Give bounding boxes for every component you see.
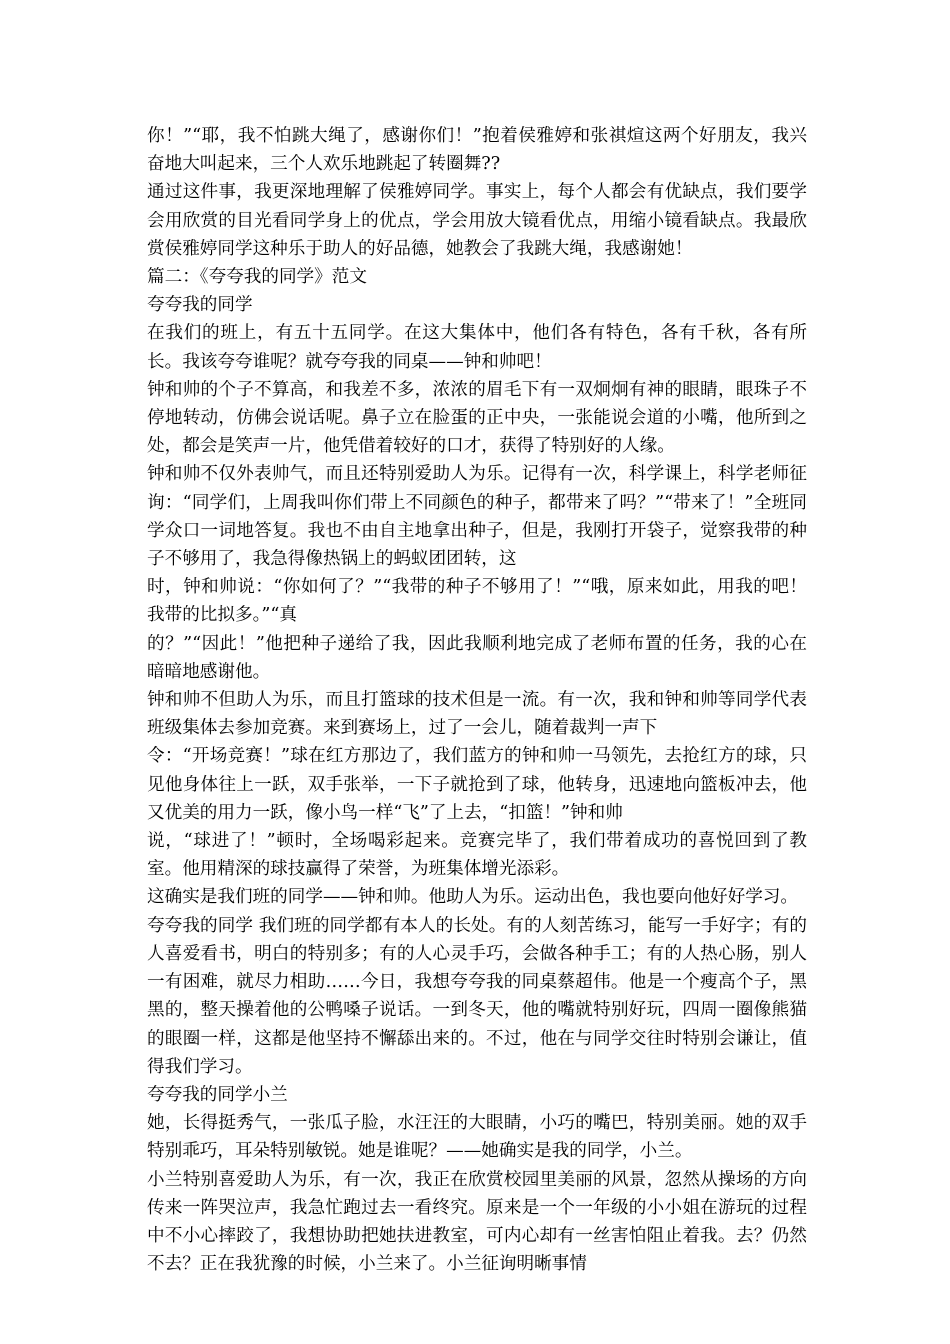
- paragraph: 令：“开场竞赛！”球在红方那边了，我们蓝方的钟和帅一马领先，去抢红方的球，只见他身体往上一跃，双手张举，一下子就抢到了球，他转身，迅速地向篮板冲去，他又优美的用力一跃，像小鸟一样“飞”了上去，“扣篮！”钟和帅: [147, 746, 807, 823]
- paragraph: 夸夸我的同学 我们班的同学都有本人的长处。有的人刻苦练习，能写一手好字；有的人喜爱看书，明白的特别多；有的人心灵手巧，会做各种手工；有的人热心肠，别人一有困难，就尽力相助……今日，我想夸夸我的同桌蔡超伟。他是一个瘦高个子，黑黑的，整天操着他的公鸭嗓子说话。一到冬天，他的嘴就特别好玩，四周一圈像熊猫的眼圈一样，这都是他坚持不懈舔出来的。不过，他在与同学交往时特别会谦让，值得我们学习。: [147, 915, 807, 1077]
- paragraph: 说，“球进了！”顿时，全场喝彩起来。竞赛完毕了，我们带着成功的喜悦回到了教室。他用精深的球技赢得了荣誉，为班集体增光添彩。: [147, 831, 807, 880]
- paragraph: 你！”“耶，我不怕跳大绳了，感谢你们！”抱着侯雅婷和张祺煊这两个好朋友，我兴奋地大叫起来，三个人欢乐地跳起了转圈舞??: [147, 126, 807, 175]
- essay-title: 夸夸我的同学: [147, 295, 253, 316]
- paragraph: 她，长得挺秀气，一张瓜子脸，水汪汪的大眼睛，小巧的嘴巴，特别美丽。她的双手特别乖巧，耳朵特别敏锐。她是谁呢？——她确实是我的同学，小兰。: [147, 1113, 807, 1162]
- paragraph: 时，钟和帅说：“你如何了？”“我带的种子不够用了！”“哦，原来如此，用我的吧！我带的比拟多。”“真: [147, 577, 807, 626]
- essay-title: 夸夸我的同学小兰: [147, 1084, 288, 1105]
- paragraph: 钟和帅不仅外表帅气，而且还特别爱助人为乐。记得有一次，科学课上，科学老师征询：“同学们，上周我叫你们带上不同颜色的种子，都带来了吗？”“带来了！”全班同学众口一词地答复。我也不由自主地拿出种子，但是，我刚打开袋子，觉察我带的种子不够用了，我急得像热锅上的蚂蚁团团转，这: [147, 464, 807, 570]
- paragraph: 钟和帅不但助人为乐，而且打篮球的技术但是一流。有一次，我和钟和帅等同学代表班级集体去参加竞赛。来到赛场上，过了一会儿，随着裁判一声下: [147, 690, 807, 739]
- paragraph: 这确实是我们班的同学——钟和帅。他助人为乐。运动出色，我也要向他好好学习。: [147, 887, 798, 908]
- paragraph: 通过这件事，我更深地理解了侯雅婷同学。事实上，每个人都会有优缺点，我们要学会用欣赏的目光看同学身上的优点，学会用放大镜看优点，用缩小镜看缺点。我最欣赏侯雅婷同学这种乐于助人的好品德，她教会了我跳大绳，我感谢她！: [147, 182, 807, 259]
- body-text: [147, 122, 807, 1278]
- paragraph: 在我们的班上，有五十五同学。在这大集体中，他们各有特色，各有千秋，各有所长。我该夸夸谁呢？就夸夸我的同桌——钟和帅吧！: [147, 323, 807, 372]
- paragraph: 钟和帅的个子不算高，和我差不多，浓浓的眉毛下有一双炯炯有神的眼睛，眼珠子不停地转动，仿佛会说话呢。鼻子立在脸蛋的正中央，一张能说会道的小嘴，他所到之处，都会是笑声一片，他凭借着较好的口才，获得了特别好的人缘。: [147, 379, 807, 457]
- paragraph: 小兰特别喜爱助人为乐，有一次，我正在欣赏校园里美丽的风景，忽然从操场的方向传来一阵哭泣声，我急忙跑过去一看终究。原来是一个一年级的小小姐在游玩的过程中不小心摔跤了，我想协助把她扶进教室，可内心却有一丝害怕阻止着我。去？仍然不去？正在我犹豫的时候，小兰来了。小兰征询明晰事情: [147, 1169, 807, 1275]
- paragraph: 的？”“因此！”他把种子递给了我，因此我顺利地完成了老师布置的任务，我的心在暗暗地感谢他。: [147, 633, 807, 682]
- section-heading: 篇二：《夸夸我的同学》范文: [147, 267, 367, 288]
